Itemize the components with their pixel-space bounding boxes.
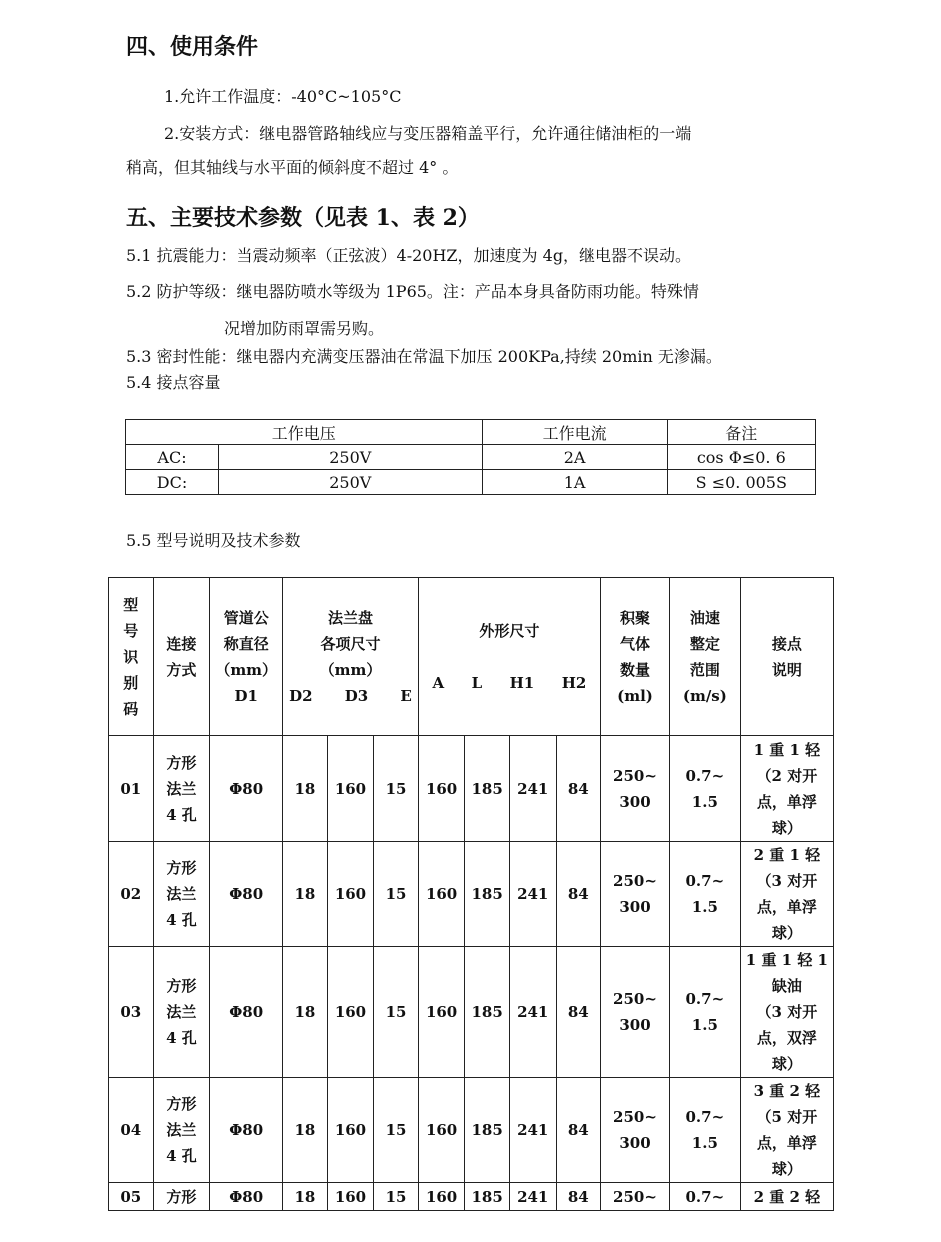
header-note: 备注 — [667, 420, 815, 445]
header-flange-line: 法兰盘 — [327, 608, 373, 627]
section4-item1: 1.允许工作温度：-40°C~105°C — [164, 87, 402, 106]
cell-speed — [669, 947, 740, 1078]
table-header-row — [109, 578, 834, 736]
header-oil-speed-line: 油速 — [689, 608, 720, 627]
cell-speed-line: 1.5 — [691, 792, 718, 811]
table-row — [109, 736, 834, 842]
header-outline-sub: H2 — [561, 673, 587, 692]
header-contact-line: 说明 — [771, 660, 802, 679]
header-flange-line: （mm） — [319, 660, 382, 679]
cell-d3: 160 — [327, 947, 374, 1078]
cell-current: 2A — [482, 445, 667, 470]
table-row — [126, 420, 816, 445]
header-pipe-diameter-line: 管道公 — [223, 608, 269, 627]
cell-gas-line: 300 — [619, 1016, 651, 1034]
cell-contact — [740, 842, 833, 947]
cell-contact-line: 3 重 2 轻 — [753, 1082, 821, 1100]
section5-p54: 5.4 接点容量 — [126, 373, 221, 392]
header-code-line: 型 — [123, 595, 139, 614]
header-contact-line: 接点 — [771, 634, 802, 653]
cell-contact-line: 1 重 1 轻 — [753, 740, 821, 759]
section4-title: 四、使用条件 — [126, 34, 259, 60]
cell-connection-line: 法兰 — [166, 779, 197, 798]
cell-contact — [740, 1183, 833, 1211]
cell-speed — [669, 736, 740, 842]
header-flange-sub: E — [400, 686, 412, 705]
cell-contact-line: 缺油 — [771, 977, 802, 995]
cell-h2: 84 — [556, 736, 601, 842]
header-pipe-diameter-line: （mm） — [215, 660, 278, 679]
cell-d2: 18 — [283, 947, 328, 1078]
header-code — [109, 578, 154, 736]
cell-speed — [669, 842, 740, 947]
cell-connection-line: 法兰 — [166, 1003, 197, 1021]
cell-speed-line: 1.5 — [691, 1134, 718, 1152]
cell-h2: 84 — [556, 1078, 601, 1183]
cell-contact-line: （2 对开 — [756, 766, 818, 785]
header-pipe-diameter-line: 称直径 — [223, 634, 269, 653]
header-code-line: 号 — [123, 621, 139, 640]
section4-item2-line2: 稍高，但其轴线与水平面的倾斜度不超过 4° 。 — [126, 158, 459, 177]
header-code-line: 码 — [123, 699, 139, 718]
cell-gas — [601, 1078, 670, 1183]
cell-contact-line: 1 重 1 轻 1 — [745, 951, 828, 969]
header-connection-line: 方式 — [166, 660, 197, 679]
section5-p52-line2: 况增加防雨罩需另购。 — [224, 319, 385, 338]
header-code-line: 别 — [123, 673, 139, 692]
section5-p51: 5.1 抗震能力：当震动频率（正弦波）4-20HZ，加速度为 4g，继电器不误动。 — [126, 246, 692, 265]
cell-contact-line: （3 对开 — [756, 872, 818, 890]
cell-contact-line: 点，单浮 — [756, 792, 817, 811]
cell-d3: 160 — [327, 1078, 374, 1183]
cell-type: AC: — [126, 445, 219, 470]
cell-e: 15 — [374, 947, 419, 1078]
cell-connection-line: 方形 — [166, 977, 197, 995]
header-flange-line: 各项尺寸 — [320, 634, 381, 653]
cell-connection-line: 4 孔 — [166, 1029, 197, 1047]
header-outline-sub: H1 — [509, 673, 535, 692]
header-contact — [740, 578, 833, 736]
cell-e: 15 — [374, 842, 419, 947]
cell-gas-line: 250~ — [613, 766, 657, 785]
cell-code: 04 — [109, 1078, 154, 1183]
header-outline-sub: A — [432, 673, 445, 692]
cell-e: 15 — [374, 1183, 419, 1211]
cell-gas-line: 300 — [619, 1134, 651, 1152]
cell-connection-line: 方形 — [166, 859, 197, 877]
cell-d1: Φ80 — [210, 1183, 283, 1211]
cell-contact-line: 点，单浮 — [756, 1134, 817, 1152]
cell-connection-line: 方形 — [166, 1095, 197, 1113]
cell-speed-line: 0.7~ — [685, 1108, 725, 1126]
section4-item2-line1: 2.安装方式：继电器管路轴线应与变压器箱盖平行，允许通往储油柜的一端 — [164, 124, 692, 143]
cell-voltage: 250V — [219, 445, 483, 470]
cell-current: 1A — [482, 470, 667, 495]
cell-contact-line: 点，双浮 — [756, 1029, 817, 1047]
header-oil-speed-line: 范围 — [689, 660, 720, 679]
cell-h1: 241 — [509, 736, 556, 842]
cell-l: 185 — [465, 736, 510, 842]
header-current: 工作电流 — [482, 420, 667, 445]
cell-connection — [153, 947, 210, 1078]
cell-h2: 84 — [556, 1183, 601, 1211]
cell-a: 160 — [418, 1078, 465, 1183]
cell-connection — [153, 1078, 210, 1183]
cell-l: 185 — [465, 947, 510, 1078]
cell-note: cos Φ≤0. 6 — [667, 445, 815, 470]
header-code-line: 识 — [123, 647, 139, 666]
cell-contact-line: 球） — [771, 1055, 802, 1073]
cell-a: 160 — [418, 947, 465, 1078]
cell-gas-line: 300 — [619, 792, 651, 811]
cell-h1: 241 — [509, 1078, 556, 1183]
header-gas-volume-line: 积聚 — [619, 608, 650, 627]
cell-d2: 18 — [283, 1078, 328, 1183]
cell-d1: Φ80 — [210, 947, 283, 1078]
cell-connection-line: 4 孔 — [166, 805, 197, 824]
header-flange — [283, 578, 419, 736]
cell-l: 185 — [465, 1183, 510, 1211]
cell-d3: 160 — [327, 842, 374, 947]
cell-speed-line: 0.7~ — [685, 990, 725, 1008]
cell-code: 03 — [109, 947, 154, 1078]
cell-gas-line: 250~ — [613, 990, 657, 1008]
cell-connection-line: 法兰 — [166, 1121, 197, 1139]
cell-speed-line: 0.7~ — [685, 1187, 725, 1206]
header-pipe-diameter-line: D1 — [234, 686, 258, 705]
cell-h2: 84 — [556, 947, 601, 1078]
cell-gas-line: 300 — [619, 898, 651, 916]
cell-contact — [740, 1078, 833, 1183]
table-row — [109, 1183, 834, 1211]
cell-type: DC: — [126, 470, 219, 495]
header-gas-volume-line: (ml) — [617, 686, 653, 705]
cell-h2: 84 — [556, 842, 601, 947]
cell-a: 160 — [418, 736, 465, 842]
cell-h1: 241 — [509, 947, 556, 1078]
cell-d1: Φ80 — [210, 842, 283, 947]
cell-code: 02 — [109, 842, 154, 947]
cell-connection-line: 4 孔 — [166, 911, 197, 929]
cell-speed-line: 0.7~ — [685, 872, 725, 890]
cell-d2: 18 — [283, 1183, 328, 1211]
section5-p53: 5.3 密封性能：继电器内充满变压器油在常温下加压 200KPa,持续 20min 无渗漏。 — [126, 347, 722, 366]
cell-e: 15 — [374, 1078, 419, 1183]
header-oil-speed — [669, 578, 740, 736]
cell-connection — [153, 1183, 210, 1211]
cell-d2: 18 — [283, 842, 328, 947]
section5-p55: 5.5 型号说明及技术参数 — [126, 531, 301, 550]
cell-contact-line: （5 对开 — [756, 1108, 818, 1126]
cell-gas-line: 250~ — [613, 1187, 657, 1206]
cell-contact — [740, 947, 833, 1078]
table-row — [109, 842, 834, 947]
cell-l: 185 — [465, 842, 510, 947]
cell-d3: 160 — [327, 736, 374, 842]
cell-connection-line: 法兰 — [166, 885, 197, 903]
cell-connection — [153, 842, 210, 947]
cell-contact-line: 2 重 2 轻 — [753, 1187, 821, 1206]
cell-d1: Φ80 — [210, 736, 283, 842]
cell-contact-line: 2 重 1 轻 — [753, 846, 821, 864]
table-row — [126, 470, 816, 495]
cell-speed-line: 1.5 — [691, 1016, 718, 1034]
cell-gas — [601, 1183, 670, 1211]
cell-speed-line: 1.5 — [691, 898, 718, 916]
cell-connection-line: 方形 — [166, 753, 197, 772]
cell-voltage: 250V — [219, 470, 483, 495]
cell-contact-line: 球） — [771, 818, 802, 837]
header-flange-sub: D3 — [344, 686, 369, 705]
cell-speed-line: 0.7~ — [685, 766, 725, 785]
cell-note: S ≤0. 005S — [667, 470, 815, 495]
contact-capacity-table — [125, 419, 816, 495]
cell-connection-line: 方形 — [166, 1187, 197, 1206]
cell-l: 185 — [465, 1078, 510, 1183]
cell-code: 01 — [109, 736, 154, 842]
header-oil-speed-line: 整定 — [689, 634, 720, 653]
section5-p52-line1: 5.2 防护等级：继电器防喷水等级为 1P65。注：产品本身具备防雨功能。特殊情 — [126, 282, 699, 301]
cell-e: 15 — [374, 736, 419, 842]
cell-d2: 18 — [283, 736, 328, 842]
cell-h1: 241 — [509, 842, 556, 947]
cell-contact-line: 点，单浮 — [756, 898, 817, 916]
model-table — [108, 577, 834, 1211]
section5-title: 五、主要技术参数（见表 1、表 2） — [126, 205, 480, 231]
header-gas-volume-line: 数量 — [619, 660, 650, 679]
cell-contact-line: 球） — [771, 1160, 802, 1178]
cell-contact — [740, 736, 833, 842]
table-row — [109, 947, 834, 1078]
cell-gas-line: 250~ — [613, 1108, 657, 1126]
cell-d3: 160 — [327, 1183, 374, 1211]
cell-connection-line: 4 孔 — [166, 1147, 197, 1165]
header-oil-speed-line: (m/s) — [682, 686, 727, 705]
header-outline — [418, 578, 600, 736]
cell-gas — [601, 947, 670, 1078]
cell-contact-line: 球） — [771, 924, 802, 942]
cell-gas — [601, 736, 670, 842]
cell-a: 160 — [418, 842, 465, 947]
cell-contact-line: （3 对开 — [756, 1003, 818, 1021]
cell-a: 160 — [418, 1183, 465, 1211]
header-outline-sub: L — [471, 673, 483, 692]
cell-connection — [153, 736, 210, 842]
cell-h1: 241 — [509, 1183, 556, 1211]
header-gas-volume — [601, 578, 670, 736]
header-pipe-diameter — [210, 578, 283, 736]
cell-speed — [669, 1078, 740, 1183]
header-voltage: 工作电压 — [126, 420, 483, 445]
cell-d1: Φ80 — [210, 1078, 283, 1183]
table-row — [126, 445, 816, 470]
header-flange-sub: D2 — [289, 686, 313, 705]
header-gas-volume-line: 气体 — [619, 634, 650, 653]
cell-gas — [601, 842, 670, 947]
header-connection-line: 连接 — [166, 634, 197, 653]
table-row — [109, 1078, 834, 1183]
header-connection — [153, 578, 210, 736]
cell-speed — [669, 1183, 740, 1211]
header-outline-label: 外形尺寸 — [479, 621, 540, 640]
cell-code: 05 — [109, 1183, 154, 1211]
cell-gas-line: 250~ — [613, 872, 657, 890]
